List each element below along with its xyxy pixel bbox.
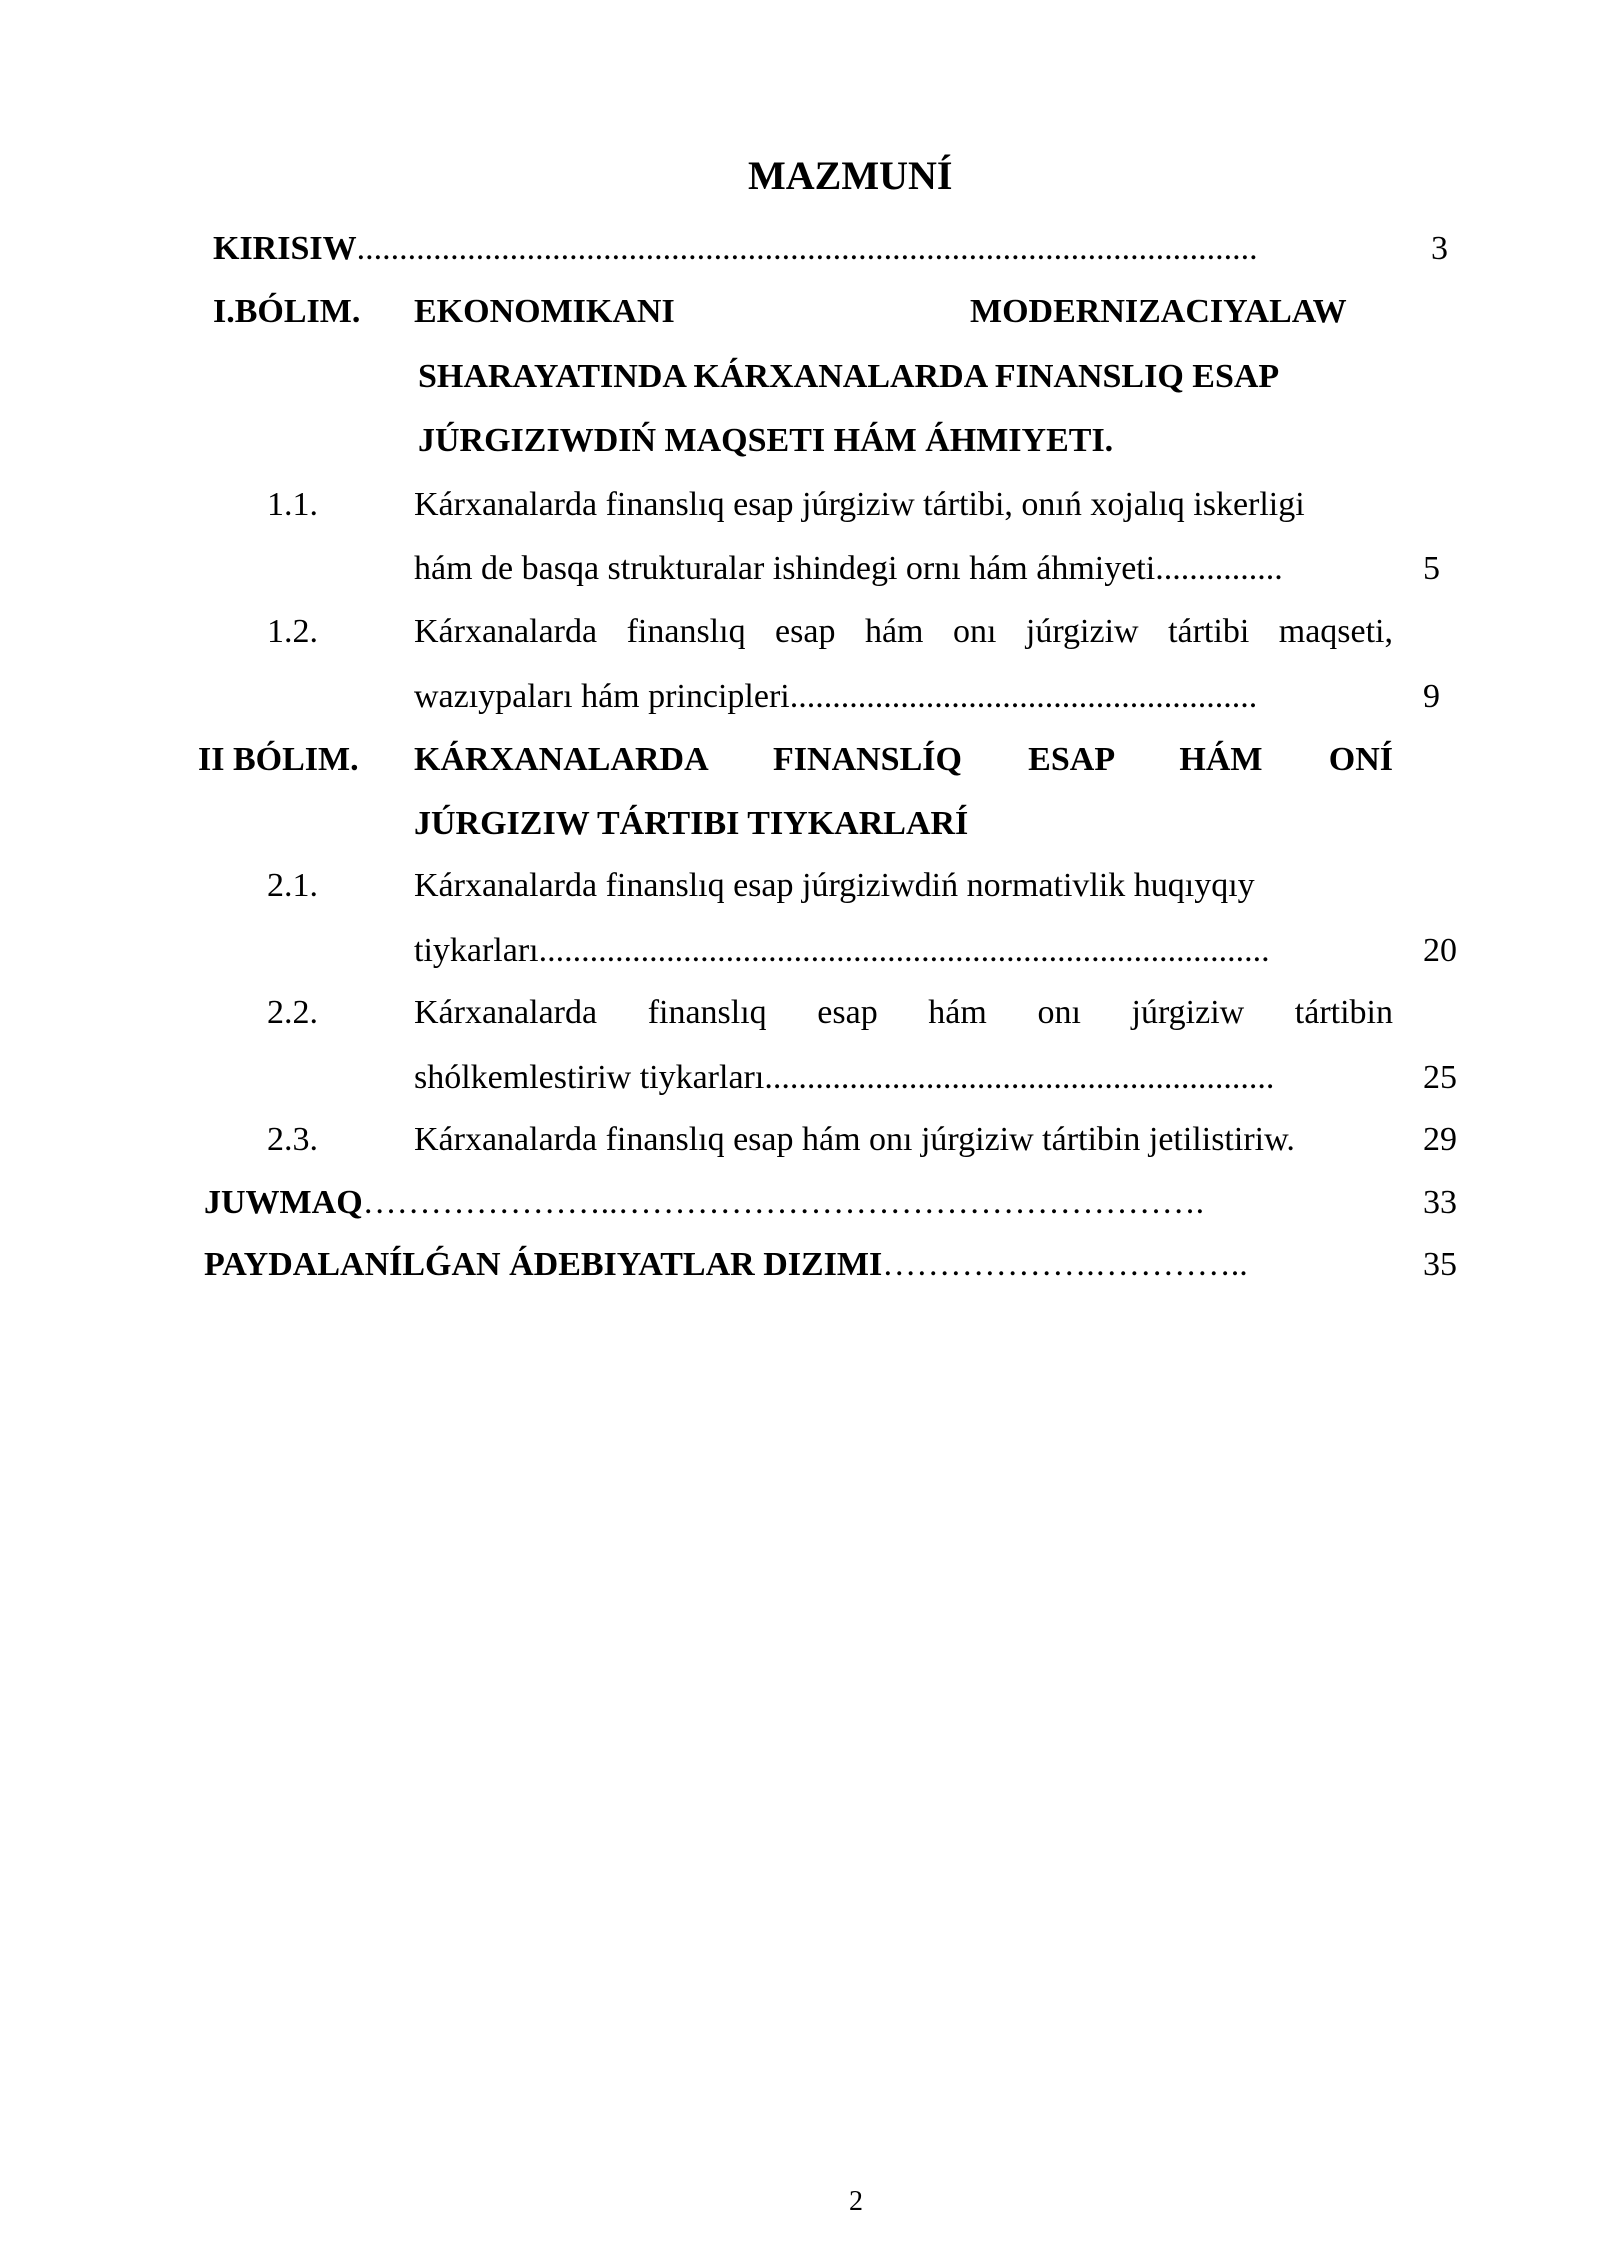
toc-subsection-title-line2 [414,931,1270,971]
toc-subsection-text: hám de basqa strukturalar ishindegi ornı hám áhmiyeti [414,550,1156,587]
toc-subsection-text: shólkemlestiriw tiykarları [414,1059,765,1096]
toc-section-title-line2: JÚRGIZIW TÁRTIBI TIYKARLARÍ [414,805,969,842]
toc-section-number: II BÓLIM. [198,741,359,778]
toc-subsection-title-line1: Kárxanalarda finanslıq esap hám onı júrgiziw tártibin [414,994,1393,1031]
toc-leader-dots: ...................................................................................... [538,932,1270,969]
toc-subsection-number: 1.1. [267,486,318,523]
toc-page-number: 33 [1423,1184,1457,1221]
toc-entry-text [213,229,1258,269]
toc-section-title-line1: KÁRXANALARDA FINANSLÍQ ESAP HÁM ONÍ [414,741,1393,778]
toc-subsection-title-line1: Kárxanalarda finanslıq esap hám onı júrgiziw tártibin jetilistiriw. [414,1121,1295,1158]
toc-section-title-line3: JÚRGIZIWDIŃ MAQSETI HÁM ÁHMIYETI. [418,422,1114,459]
toc-entry-label: PAYDALANÍLǴAN ÁDEBIYATLAR DIZIMI [204,1246,883,1283]
toc-section-title-line1-left: EKONOMIKANI [414,293,675,330]
toc-leader-dots: ............................................................ [764,1059,1275,1096]
toc-leader-dots: .......................................................................................................... [356,230,1258,267]
toc-subsection-title-line1: Kárxanalarda finanslıq esap júrgiziwdiń normativlik huqıyqıy [414,867,1255,904]
toc-leader-dots: ............... [1155,550,1283,587]
toc-leader-dots: …………………..……………………………………………. [362,1184,1205,1221]
toc-section-title-line1-right: MODERNIZACIYALAW [970,293,1347,330]
toc-subsection-title-line2 [414,549,1283,589]
toc-subsection-title-line1: Kárxanalarda finanslıq esap júrgiziw tártibi, onıń xojalıq iskerligi [414,486,1305,523]
toc-page-number: 20 [1423,932,1457,969]
toc-page-number: 3 [1431,230,1448,267]
toc-subsection-text: wazıypaları hám principleri [414,678,790,715]
toc-subsection-number: 2.3. [267,1121,318,1158]
toc-subsection-number: 2.1. [267,867,318,904]
toc-page-number: 29 [1423,1121,1457,1158]
toc-page-number: 25 [1423,1059,1457,1096]
toc-leader-dots: ....................................................... [789,678,1258,715]
toc-subsection-title-line2 [414,677,1257,717]
toc-entry-text [204,1245,1248,1285]
toc-subsection-number: 1.2. [267,613,318,650]
toc-subsection-title-line2 [414,1058,1274,1098]
toc-entry-text [204,1183,1204,1223]
toc-page-number: 5 [1423,550,1440,587]
toc-section-number: I.BÓLIM. [213,293,361,330]
toc-subsection-number: 2.2. [267,994,318,1031]
toc-page-number: 35 [1423,1246,1457,1283]
page-title: MAZMUNÍ [748,153,953,198]
toc-entry-label: JUWMAQ [204,1184,363,1221]
footer-page-number: 2 [849,2186,863,2217]
toc-subsection-title-line1: Kárxanalarda finanslıq esap hám onı júrgiziw tártibi maqseti, [414,613,1393,650]
toc-section-title-line2: SHARAYATINDA KÁRXANALARDA FINANSLIQ ESAP [418,358,1280,395]
toc-leader-dots: ……………….………….. [882,1246,1248,1283]
toc-subsection-text: tiykarları [414,932,539,969]
toc-page-number: 9 [1423,678,1440,715]
toc-entry-label: KIRISIW [213,230,357,267]
